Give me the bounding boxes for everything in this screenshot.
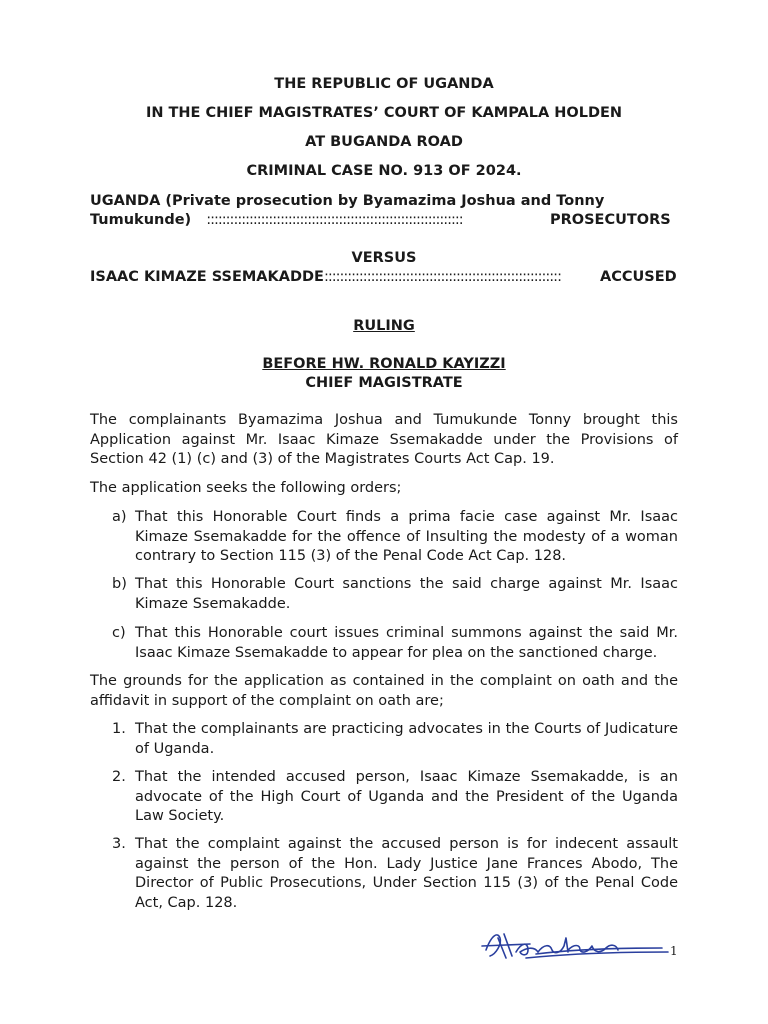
heading-case-number: CRIMINAL CASE NO. 913 OF 2024. xyxy=(246,163,522,179)
ground-text: That the complainants are practicing advocates in the Courts of Judicature of Uganda. xyxy=(135,721,678,757)
order-item xyxy=(90,624,678,663)
heading-republic: THE REPUBLIC OF UGANDA xyxy=(274,76,494,92)
grounds-intro: The grounds for the application as contained in the complaint on oath and the affidavit in support of the complaint on oath are; xyxy=(90,673,678,709)
prosecution-line-2 xyxy=(90,211,463,229)
order-marker: b) xyxy=(112,576,127,592)
order-text: That this Honorable Court finds a prima facie case against Mr. Isaac Kimaze Ssemakadde for the offence of Insulting the modesty of a woman contrary to Section 115 (3) of the Penal Code Act Cap. 128. xyxy=(135,509,678,564)
prosecution-line-1: UGANDA (Private prosecution by Byamazima Joshua and Tonny xyxy=(90,193,605,209)
ground-marker: 3. xyxy=(112,836,126,852)
ground-text: That the intended accused person, Isaac Kimaze Ssemakadde, is an advocate of the High Court of Uganda and the President of the Uganda Law Society. xyxy=(135,769,678,824)
prosecution-dots: :::::::::::::::::::::::::::::::::::::::::::::::::::::::::::::::::: xyxy=(206,212,463,228)
order-text: That this Honorable Court sanctions the said charge against Mr. Isaac Kimaze Ssemakadde. xyxy=(135,576,678,612)
ground-marker: 1. xyxy=(112,721,126,737)
ground-item xyxy=(90,835,678,913)
order-marker: c) xyxy=(112,625,126,641)
ground-item xyxy=(90,720,678,759)
intro-paragraph: The complainants Byamazima Joshua and Tumukunde Tonny brought this Application against Mr. Isaac Kimaze Ssemakadde under the Provisions of Section 42 (1) (c) and (3) of the Magistrates Courts Act Cap. 19. xyxy=(90,412,678,467)
versus-label: VERSUS xyxy=(351,250,417,266)
accused-name: ISAAC KIMAZE SSEMAKADDE xyxy=(90,269,324,285)
prosecution-name: Tumukunde) xyxy=(90,212,192,228)
order-text: That this Honorable court issues criminal summons against the said Mr. Isaac Kimaze Ssemakadde to appear for plea on the sanctioned charge. xyxy=(135,625,678,661)
order-marker: a) xyxy=(112,509,127,525)
order-item xyxy=(90,575,678,614)
ground-item xyxy=(90,768,678,827)
bench-line-1: BEFORE HW. RONALD KAYIZZI xyxy=(262,356,506,372)
ground-marker: 2. xyxy=(112,769,126,785)
ground-text: That the complaint against the accused person is for indecent assault against the person of the Hon. Lady Justice Jane Frances Abodo, The Director of Public Prosecutions, Under Section 115 (3) of the Penal Code Act, Cap. 128. xyxy=(135,836,678,911)
accused-line xyxy=(90,268,561,286)
heading-location: AT BUGANDA ROAD xyxy=(305,134,463,150)
handwritten-signature xyxy=(476,924,672,964)
order-item xyxy=(90,508,678,567)
heading-court: IN THE CHIEF MAGISTRATES’ COURT OF KAMPALA HOLDEN xyxy=(145,105,623,121)
accused-dots: ::::::::::::::::::::::::::::::::::::::::::::::::::::::::::::: xyxy=(323,269,561,285)
prosecution-role: PROSECUTORS xyxy=(550,212,671,228)
accused-role: ACCUSED xyxy=(600,269,677,285)
bench-line-2: CHIEF MAGISTRATE xyxy=(305,375,463,391)
page-number: 1 xyxy=(670,944,678,958)
ruling-title: RULING xyxy=(353,318,415,334)
orders-intro: The application seeks the following orders; xyxy=(90,480,402,496)
